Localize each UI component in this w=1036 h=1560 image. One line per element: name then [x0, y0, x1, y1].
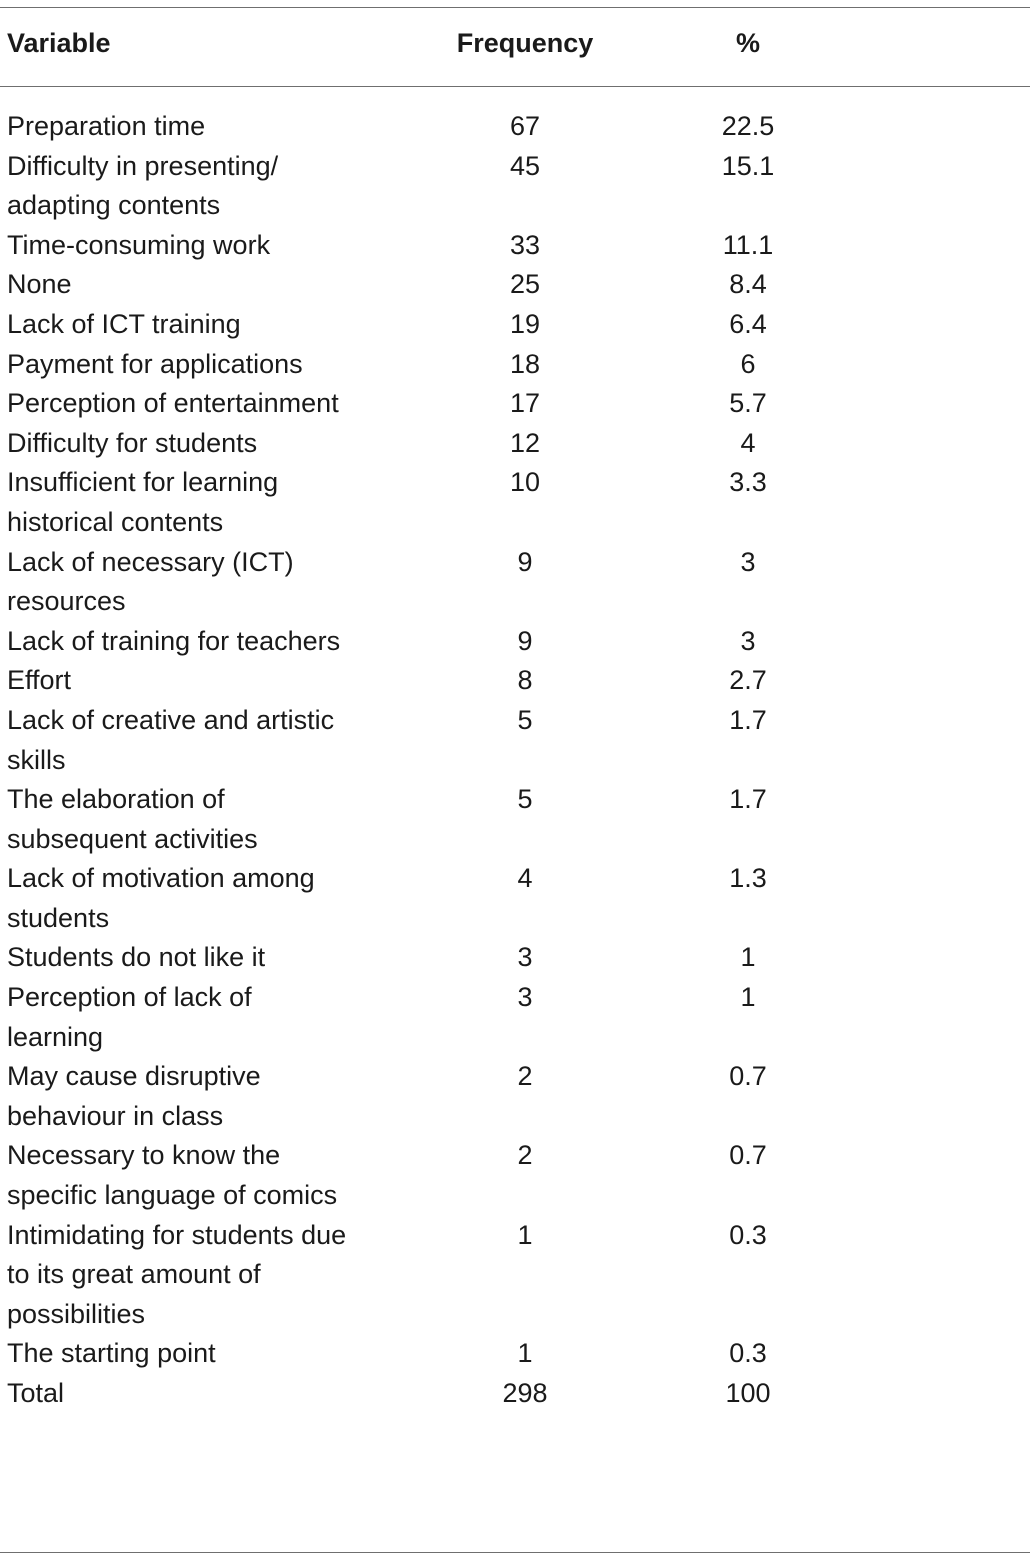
table-row [0, 622, 1036, 662]
cell-percent: 1 [740, 942, 756, 973]
cell-frequency: 9 [517, 625, 533, 656]
table-row [0, 107, 1036, 147]
cell-percent: 6.4 [729, 308, 767, 339]
cell-variable: Time-consuming work [7, 229, 271, 260]
cell-variable: Effort [7, 665, 72, 696]
cell-percent: 4 [740, 427, 756, 458]
cell-percent: 1.7 [729, 784, 767, 815]
cell-percent: 1 [740, 982, 756, 1013]
table-body [0, 86, 1036, 1414]
spacer-row [0, 86, 1036, 107]
table-row [0, 147, 1036, 226]
table-row [0, 1057, 1036, 1136]
cell-variable: Difficulty in presenting/ adapting contents [7, 150, 279, 221]
cell-percent: 100 [725, 1378, 771, 1408]
table-row [0, 305, 1036, 345]
cell-variable: Perception of lack of learning [7, 982, 252, 1052]
table-row [0, 1216, 1036, 1335]
cell-variable: Payment for applications [7, 348, 303, 379]
cell-frequency: 12 [509, 427, 541, 458]
cell-frequency: 18 [509, 348, 541, 379]
table-bottom-rule [0, 1552, 1030, 1553]
cell-variable: Necessary to know the specific language of comics [7, 1140, 338, 1211]
cell-variable: Lack of necessary (ICT) resources [7, 546, 294, 617]
cell-variable: Intimidating for students due to its great amount of possibilities [7, 1219, 347, 1329]
cell-frequency: 10 [509, 467, 541, 498]
table-row [0, 265, 1036, 305]
cell-percent: 8.4 [729, 269, 767, 300]
table-row [0, 1136, 1036, 1215]
header-variable: Variable [7, 27, 111, 58]
header-percent: % [735, 27, 760, 58]
cell-frequency: 45 [509, 150, 541, 181]
cell-variable: Preparation time [7, 111, 206, 141]
cell-variable: Lack of training for teachers [7, 625, 341, 656]
cell-percent: 3 [740, 546, 756, 577]
cell-frequency: 67 [509, 111, 541, 141]
cell-percent: 6 [740, 348, 756, 379]
header-row [0, 0, 1036, 86]
cell-percent: 2.7 [729, 665, 767, 696]
cell-percent: 15.1 [721, 150, 775, 181]
cell-percent: 0.7 [729, 1140, 767, 1171]
table-header [0, 0, 1036, 86]
cell-variable: Total [7, 1378, 65, 1408]
cell-variable: May cause disruptive behaviour in class [7, 1061, 261, 1131]
cell-percent: 0.3 [729, 1219, 767, 1250]
table-row [0, 463, 1036, 542]
cell-frequency: 4 [517, 863, 533, 894]
table-row [0, 938, 1036, 978]
cell-variable: Perception of entertainment [7, 388, 339, 419]
cell-frequency: 5 [517, 704, 533, 735]
table-row [0, 661, 1036, 701]
cell-variable: Lack of creative and artistic skills [7, 704, 335, 775]
cell-frequency: 298 [502, 1378, 548, 1408]
table-row [0, 1334, 1036, 1374]
table-row [0, 859, 1036, 938]
cell-frequency: 1 [517, 1338, 533, 1369]
cell-frequency: 25 [509, 269, 541, 300]
cell-variable: Insufficient for learning historical contents [7, 467, 279, 537]
cell-percent: 0.3 [729, 1338, 767, 1369]
cell-frequency: 19 [509, 308, 541, 339]
cell-variable: The elaboration of subsequent activities [7, 784, 258, 854]
cell-percent: 1.7 [729, 704, 767, 735]
table-row [0, 424, 1036, 464]
cell-frequency: 2 [517, 1140, 533, 1171]
cell-percent: 5.7 [729, 388, 767, 419]
cell-percent: 22.5 [721, 111, 775, 141]
cell-frequency: 5 [517, 784, 533, 815]
cell-variable: Lack of ICT training [7, 308, 241, 339]
table-row [0, 701, 1036, 780]
cell-frequency: 8 [517, 665, 533, 696]
cell-percent: 3.3 [729, 467, 767, 498]
cell-percent: 3 [740, 625, 756, 656]
cell-percent: 0.7 [729, 1061, 767, 1092]
header-frequency: Frequency [456, 27, 594, 58]
cell-variable: Difficulty for students [7, 427, 258, 458]
cell-variable: Lack of motivation among students [7, 863, 315, 933]
table-row [0, 780, 1036, 859]
table-row [0, 978, 1036, 1057]
cell-frequency: 3 [517, 982, 533, 1013]
cell-variable: The starting point [7, 1338, 216, 1369]
cell-frequency: 1 [517, 1219, 533, 1250]
table-row [0, 543, 1036, 622]
cell-frequency: 2 [517, 1061, 533, 1092]
cell-frequency: 3 [517, 942, 533, 973]
cell-percent: 11.1 [722, 229, 774, 260]
cell-percent: 1.3 [729, 863, 767, 894]
table-row [0, 384, 1036, 424]
table-row [0, 345, 1036, 385]
cell-variable: Students do not like it [7, 942, 266, 973]
cell-frequency: 33 [509, 229, 541, 260]
cell-frequency: 9 [517, 546, 533, 577]
cell-frequency: 17 [509, 388, 541, 419]
cell-variable: None [7, 269, 72, 300]
table-row [0, 226, 1036, 266]
table-row [0, 1374, 1036, 1414]
